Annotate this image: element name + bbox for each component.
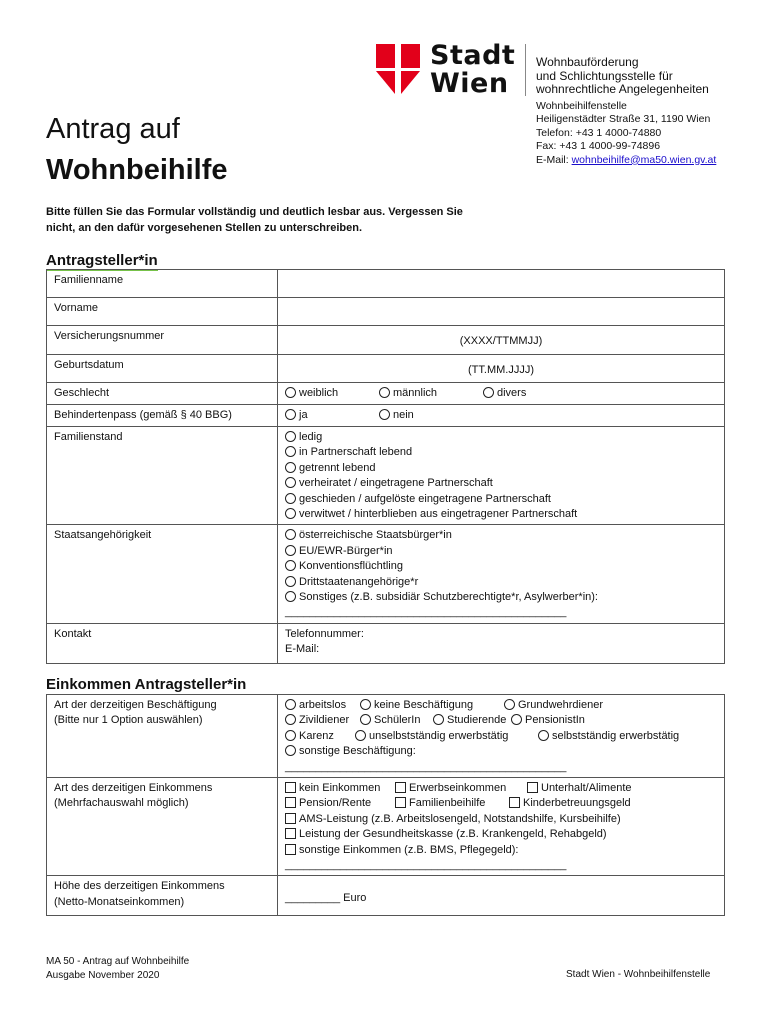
label-staatsangehoerigkeit: Staatsangehörigkeit	[47, 525, 278, 623]
radio-icon	[285, 477, 296, 488]
applicant-table	[46, 269, 725, 664]
radio-partnerschaft[interactable]: in Partnerschaft lebend	[285, 445, 717, 460]
radio-icon	[285, 745, 296, 756]
checkbox-kein-einkommen[interactable]: kein Einkommen	[285, 781, 395, 796]
label-einkommen: Art des derzeitigen Einkommens (Mehrfachauswahl möglich)	[47, 778, 278, 876]
radio-icon	[285, 409, 296, 420]
checkbox-icon	[285, 797, 296, 808]
radio-ledig[interactable]: ledig	[285, 430, 717, 445]
radio-sonstiges[interactable]: Sonstiges (z.B. subsidiär Schutzberechtigte*r, Asylwerber*in):	[285, 590, 717, 605]
email-field[interactable]: E-Mail:	[285, 643, 320, 656]
radio-verwitwet[interactable]: verwitwet / hinterblieben aus eingetragener Partnerschaft	[285, 507, 717, 522]
radio-icon	[285, 462, 296, 473]
radio-eu-ewr[interactable]: EU/EWR-Bürger*in	[285, 544, 717, 559]
label-familienname: Familienname	[47, 270, 278, 298]
radio-drittstaat[interactable]: Drittstaatenangehörige*r	[285, 575, 717, 590]
kontakt-fields	[278, 623, 725, 663]
input-familienname[interactable]	[278, 270, 725, 298]
radio-zivildiener[interactable]: Zivildiener	[285, 713, 360, 728]
checkbox-icon	[395, 797, 406, 808]
radio-icon	[285, 576, 296, 587]
radio-studierende[interactable]: Studierende	[433, 713, 511, 728]
radio-grundwehrdiener[interactable]: Grundwehrdiener	[504, 698, 603, 713]
checkbox-kinderbetreuungsgeld[interactable]: Kinderbetreuungsgeld	[509, 796, 631, 811]
checkbox-icon	[395, 782, 406, 793]
input-geburtsdatum[interactable]: (TT.MM.JJJJ)	[278, 355, 725, 383]
footer-right: Stadt Wien - Wohnbeihilfenstelle	[566, 969, 711, 980]
radio-unselbststaendig[interactable]: unselbstständig erwerbstätig	[355, 729, 538, 744]
label-kontakt: Kontakt	[47, 623, 278, 663]
radio-icon	[285, 699, 296, 710]
radio-weiblich[interactable]: weiblich	[285, 386, 379, 401]
logo-divider	[525, 44, 526, 96]
radio-icon	[511, 714, 522, 725]
checkbox-erwerbseinkommen[interactable]: Erwerbseinkommen	[395, 781, 527, 796]
checkbox-icon	[285, 844, 296, 855]
radio-sonstige-beschaeftigung[interactable]: sonstige Beschäftigung:	[285, 744, 717, 759]
income-table	[46, 694, 725, 916]
checkbox-pension[interactable]: Pension/Rente	[285, 796, 395, 811]
staatsangehoerigkeit-options	[278, 525, 725, 623]
checkbox-icon	[527, 782, 538, 793]
radio-icon	[379, 409, 390, 420]
behindertenpass-options	[278, 405, 725, 427]
radio-selbststaendig[interactable]: selbstständig erwerbstätig	[538, 729, 679, 744]
contact-address: Wohnbeihilfenstelle Heiligenstädter Straße 31, 1190 Wien Telefon: +43 1 4000-74880 Fax: +43 1 4000-99-74896 E-Mail: wohnbeihilfe@ma50.wien.gv.at	[536, 100, 717, 166]
radio-geschieden[interactable]: geschieden / aufgelöste eingetragene Partnerschaft	[285, 492, 717, 507]
radio-oesterreich[interactable]: österreichische Staatsbürger*in	[285, 528, 717, 543]
section-heading-antragsteller: Antragsteller*in	[46, 252, 158, 269]
checkbox-gesundheitskasse[interactable]: Leistung der Gesundheitskasse (z.B. Krankengeld, Rehabgeld)	[285, 827, 717, 842]
radio-icon	[355, 730, 366, 741]
page-title-line1: Antrag auf	[46, 113, 180, 145]
input-vorname[interactable]	[278, 298, 725, 326]
radio-maennlich[interactable]: männlich	[379, 386, 483, 401]
radio-icon	[504, 699, 515, 710]
label-hoehe: Höhe des derzeitigen Einkommens (Netto-Monatseinkommen)	[47, 876, 278, 916]
checkbox-ams[interactable]: AMS-Leistung (z.B. Arbeitslosengeld, Notstandshilfe, Kursbeihilfe)	[285, 812, 717, 827]
radio-getrennt[interactable]: getrennt lebend	[285, 461, 717, 476]
radio-icon	[285, 446, 296, 457]
radio-icon	[285, 545, 296, 556]
radio-keine-beschaeftigung[interactable]: keine Beschäftigung	[360, 698, 504, 713]
checkbox-icon	[285, 828, 296, 839]
label-beschaeftigung: Art der derzeitigen Beschäftigung (Bitte nur 1 Option auswählen)	[47, 695, 278, 778]
familienstand-options	[278, 427, 725, 525]
stadt-wien-logo-text: Stadt Wien	[430, 40, 516, 99]
radio-konvention[interactable]: Konventionsflüchtling	[285, 559, 717, 574]
euro-fill-line[interactable]: _________	[285, 892, 341, 905]
label-versicherungsnummer: Versicherungsnummer	[47, 326, 278, 355]
radio-icon	[483, 387, 494, 398]
radio-icon	[285, 714, 296, 725]
beschaeftigung-options	[278, 695, 725, 778]
checkbox-unterhalt[interactable]: Unterhalt/Alimente	[527, 781, 632, 796]
euro-label: Euro	[343, 892, 367, 905]
beschaeftigung-fill-line[interactable]: ______________________________________________	[285, 760, 567, 773]
hoehe-field[interactable]	[278, 876, 725, 916]
intro-text: Bitte füllen Sie das Formular vollständig und deutlich lesbar aus. Vergessen Sie nicht, an den dafür vorgesehenen Stellen zu unterschreiben.	[46, 206, 463, 234]
checkbox-icon	[285, 813, 296, 824]
radio-verheiratet[interactable]: verheiratet / eingetragene Partnerschaft	[285, 476, 717, 491]
label-geburtsdatum: Geburtsdatum	[47, 355, 278, 383]
radio-icon	[360, 714, 371, 725]
radio-icon	[538, 730, 549, 741]
radio-icon	[285, 387, 296, 398]
radio-nein[interactable]: nein	[379, 408, 414, 423]
label-geschlecht: Geschlecht	[47, 383, 278, 405]
radio-karenz[interactable]: Karenz	[285, 729, 355, 744]
stadt-wien-logo-shield	[376, 44, 420, 94]
checkbox-sonstige-einkommen[interactable]: sonstige Einkommen (z.B. BMS, Pflegegeld):	[285, 843, 717, 858]
label-vorname: Vorname	[47, 298, 278, 326]
organisation-name: Wohnbauförderung und Schlichtungsstelle für wohnrechtliche Angelegenheiten	[536, 55, 709, 96]
radio-pensionist[interactable]: PensionistIn	[511, 713, 585, 728]
sonstiges-fill-line[interactable]: ______________________________________________	[285, 606, 567, 619]
page-title-line2: Wohnbeihilfe	[46, 154, 228, 186]
checkbox-familienbeihilfe[interactable]: Familienbeihilfe	[395, 796, 509, 811]
radio-divers[interactable]: divers	[483, 386, 526, 401]
radio-icon	[285, 493, 296, 504]
einkommen-options	[278, 778, 725, 876]
einkommen-fill-line[interactable]: ______________________________________________	[285, 859, 567, 872]
label-familienstand: Familienstand	[47, 427, 278, 525]
radio-icon	[285, 730, 296, 741]
radio-icon	[285, 591, 296, 602]
email-link[interactable]: wohnbeihilfe@ma50.wien.gv.at	[571, 153, 717, 166]
telefon-field[interactable]: Telefonnummer:	[285, 627, 364, 640]
checkbox-icon	[509, 797, 520, 808]
geschlecht-options	[278, 383, 725, 405]
radio-icon	[285, 560, 296, 571]
radio-schueler[interactable]: SchülerIn	[360, 713, 433, 728]
footer-left: MA 50 - Antrag auf Wohnbeihilfe Ausgabe November 2020	[46, 956, 190, 981]
checkbox-icon	[285, 782, 296, 793]
radio-arbeitslos[interactable]: arbeitslos	[285, 698, 360, 713]
radio-icon	[433, 714, 444, 725]
radio-icon	[360, 699, 371, 710]
radio-icon	[285, 431, 296, 442]
radio-icon	[285, 529, 296, 540]
radio-icon	[379, 387, 390, 398]
label-behindertenpass: Behindertenpass (gemäß § 40 BBG)	[47, 405, 278, 427]
radio-ja[interactable]: ja	[285, 408, 379, 423]
radio-icon	[285, 508, 296, 519]
input-versicherungsnummer[interactable]: (XXXX/TTMMJJ)	[278, 326, 725, 355]
section-heading-einkommen: Einkommen Antragsteller*in	[46, 676, 247, 693]
